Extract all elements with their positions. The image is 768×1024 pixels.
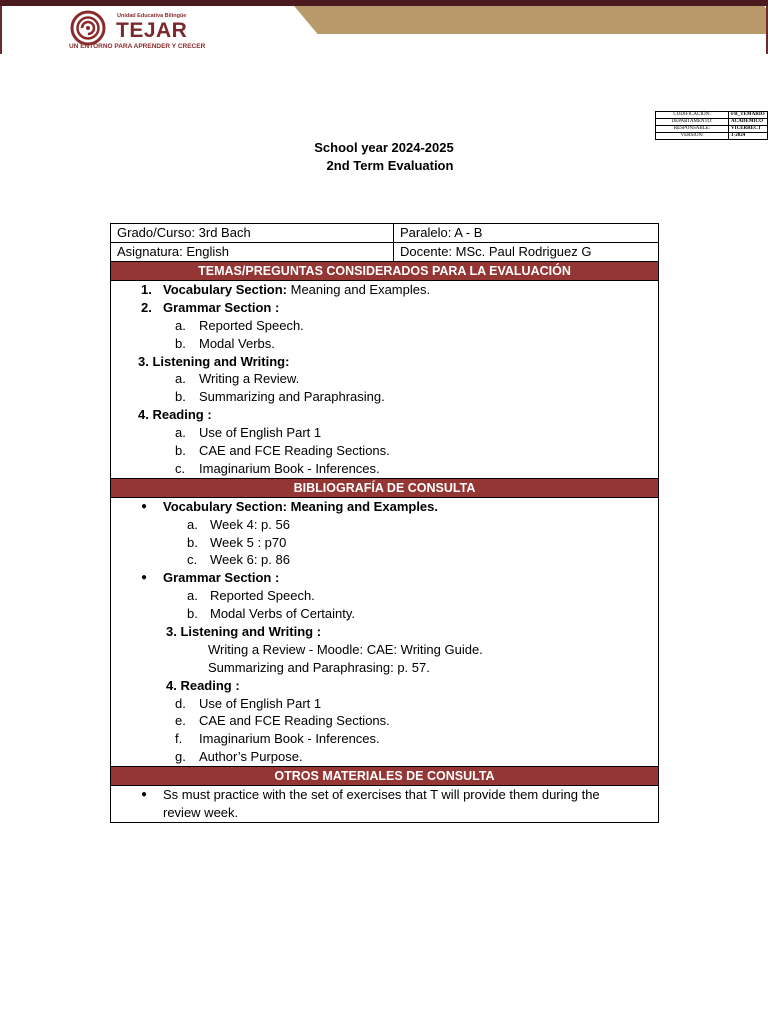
subject-cell: Asignatura: English bbox=[111, 243, 394, 261]
list-item bbox=[111, 460, 658, 478]
list-plain-text: Week 5 : p70 bbox=[210, 534, 287, 550]
teacher-cell: Docente: MSc. Paul Rodriguez G bbox=[400, 244, 592, 259]
list-marker: 1. bbox=[141, 282, 152, 297]
document-code-table bbox=[655, 111, 768, 140]
list-text bbox=[208, 641, 483, 659]
list-plain-text: Summarizing and Paraphrasing. bbox=[199, 389, 385, 405]
list-text bbox=[138, 353, 289, 371]
list-marker: ● bbox=[141, 789, 148, 801]
list-text bbox=[199, 695, 321, 713]
info-row bbox=[111, 243, 658, 262]
list-item bbox=[111, 406, 658, 424]
code-row bbox=[656, 133, 768, 140]
code-value: 1-2024 bbox=[729, 133, 768, 140]
list-item bbox=[111, 786, 658, 804]
list-marker: a. bbox=[187, 588, 198, 604]
list-marker: ● bbox=[141, 572, 148, 584]
code-row bbox=[656, 112, 768, 119]
topics-list bbox=[111, 281, 658, 479]
list-item bbox=[111, 317, 658, 335]
info-row bbox=[111, 224, 658, 243]
list-text bbox=[163, 786, 600, 804]
school-tagline: UN ENTORNO PARA APRENDER Y CRECER bbox=[69, 43, 206, 50]
list-plain-text: Author’s Purpose. bbox=[199, 749, 303, 765]
list-text bbox=[199, 460, 380, 478]
list-plain-text: Writing a Review. bbox=[199, 371, 300, 387]
list-bold-text: 3. Listening and Writing : bbox=[166, 624, 322, 640]
list-item bbox=[111, 534, 658, 552]
list-marker: a. bbox=[175, 371, 186, 387]
topics-header: TEMAS/PREGUNTAS CONSIDERADOS PARA LA EVALUACIÓN bbox=[111, 262, 658, 281]
school-name: TEJAR bbox=[116, 19, 188, 42]
page-header bbox=[0, 0, 768, 54]
list-marker: a. bbox=[175, 425, 186, 441]
list-plain-text: Imaginarium Book - Inferences. bbox=[199, 460, 380, 476]
list-item bbox=[111, 299, 658, 317]
code-value: ACADÉMICO bbox=[729, 119, 768, 126]
list-bold-text: 4. Reading : bbox=[166, 677, 240, 693]
list-text bbox=[199, 730, 380, 748]
list-marker: b. bbox=[175, 389, 186, 405]
code-key: CODIFICACIÓN: bbox=[656, 112, 729, 119]
code-row bbox=[656, 126, 768, 133]
list-marker: c. bbox=[175, 460, 186, 476]
list-text bbox=[199, 317, 304, 335]
list-item bbox=[111, 730, 658, 748]
list-text bbox=[210, 551, 290, 569]
list-plain-text: Imaginarium Book - Inferences. bbox=[199, 731, 380, 747]
list-text bbox=[163, 569, 279, 587]
code-row bbox=[656, 119, 768, 126]
list-item bbox=[111, 587, 658, 605]
list-item bbox=[111, 569, 658, 587]
parallel-cell: Paralelo: A - B bbox=[400, 225, 483, 240]
list-text bbox=[138, 406, 212, 424]
list-marker: a. bbox=[187, 516, 198, 532]
list-item bbox=[111, 424, 658, 442]
list-item bbox=[111, 659, 658, 677]
list-text bbox=[210, 516, 290, 534]
list-plain-text: Week 6: p. 86 bbox=[210, 552, 290, 568]
list-item bbox=[111, 388, 658, 406]
list-item bbox=[111, 353, 658, 371]
list-marker: 2. bbox=[141, 299, 152, 315]
list-bold-text: Vocabulary Section: bbox=[163, 282, 288, 297]
list-bold-text: 3. Listening and Writing: bbox=[138, 353, 290, 369]
term-title: 2nd Term Evaluation bbox=[326, 158, 454, 173]
list-bold-text: 4. Reading : bbox=[138, 407, 212, 423]
list-marker: a. bbox=[175, 317, 186, 333]
list-marker: ● bbox=[141, 500, 148, 512]
list-item bbox=[111, 695, 658, 713]
bibliography-list bbox=[111, 498, 658, 767]
list-marker: d. bbox=[175, 695, 186, 711]
list-text bbox=[208, 659, 430, 677]
code-key: DEPARTAMENTO: bbox=[656, 119, 729, 126]
list-text bbox=[199, 335, 275, 353]
list-text bbox=[210, 587, 315, 605]
list-item bbox=[111, 748, 658, 766]
bibliography-header: BIBLIOGRAFÍA DE CONSULTA bbox=[111, 479, 658, 498]
list-text bbox=[199, 424, 321, 442]
list-marker: b. bbox=[187, 606, 198, 622]
header-left-border bbox=[0, 6, 2, 54]
list-text bbox=[163, 299, 279, 317]
list-item bbox=[111, 623, 658, 641]
list-plain-text: Modal Verbs of Certainty. bbox=[210, 606, 355, 622]
list-text bbox=[210, 534, 286, 552]
school-year-title: School year 2024-2025 bbox=[314, 140, 454, 155]
list-item bbox=[111, 442, 658, 460]
list-text bbox=[199, 748, 303, 766]
list-plain-text: Meaning and Examples. bbox=[287, 282, 431, 297]
list-text bbox=[199, 712, 390, 730]
list-text bbox=[166, 677, 240, 695]
list-plain-text: Summarizing and Paraphrasing: p. 57. bbox=[208, 659, 430, 675]
list-plain-text: Use of English Part 1 bbox=[199, 425, 322, 441]
list-plain-text: review week. bbox=[163, 805, 239, 821]
list-plain-text: CAE and FCE Reading Sections. bbox=[199, 713, 390, 729]
list-item bbox=[111, 551, 658, 569]
list-marker: f. bbox=[175, 731, 183, 747]
list-item bbox=[111, 712, 658, 730]
list-marker: g. bbox=[175, 749, 186, 765]
code-value: FR_TEMARIO bbox=[729, 112, 768, 119]
code-key: VERSIÓN: bbox=[656, 133, 729, 140]
list-marker: b. bbox=[187, 534, 198, 550]
grade-cell: Grado/Curso: 3rd Bach bbox=[111, 224, 394, 242]
list-marker: b. bbox=[175, 335, 186, 351]
list-item bbox=[111, 335, 658, 353]
list-text bbox=[199, 388, 385, 406]
list-text bbox=[210, 605, 355, 623]
list-plain-text: Reported Speech. bbox=[199, 317, 304, 333]
list-bold-text: Grammar Section : bbox=[163, 570, 280, 586]
evaluation-table bbox=[110, 223, 659, 823]
list-text bbox=[199, 370, 299, 388]
list-plain-text: Ss must practice with the set of exercises that T will provide them during the bbox=[163, 787, 600, 803]
list-text bbox=[163, 498, 438, 516]
list-item bbox=[111, 516, 658, 534]
code-value: VICERRECT bbox=[729, 126, 768, 133]
list-item bbox=[111, 605, 658, 623]
list-plain-text: Week 4: p. 56 bbox=[210, 516, 290, 532]
list-item bbox=[111, 677, 658, 695]
list-marker: e. bbox=[175, 713, 186, 729]
other-materials-list bbox=[111, 786, 658, 822]
list-plain-text: Writing a Review - Moodle: CAE: Writing Guide. bbox=[208, 641, 483, 657]
school-subtitle: Unidad Educativa Bilingüe bbox=[117, 13, 187, 19]
code-key: RESPONSABLE: bbox=[656, 126, 729, 133]
list-item bbox=[111, 641, 658, 659]
list-plain-text: Use of English Part 1 bbox=[199, 695, 322, 711]
list-item bbox=[111, 370, 658, 388]
list-marker: b. bbox=[175, 443, 186, 459]
list-bold-text: Grammar Section : bbox=[163, 299, 280, 315]
list-item bbox=[111, 498, 658, 516]
list-bold-text: Vocabulary Section: Meaning and Examples. bbox=[163, 498, 438, 514]
list-text bbox=[163, 281, 430, 299]
list-text bbox=[166, 623, 321, 641]
other-materials-header: OTROS MATERIALES DE CONSULTA bbox=[111, 767, 658, 786]
header-gold-band bbox=[292, 4, 768, 34]
list-item bbox=[111, 804, 658, 822]
school-logo-icon bbox=[70, 10, 106, 46]
list-plain-text: Modal Verbs. bbox=[199, 335, 275, 351]
list-text bbox=[199, 442, 390, 460]
list-plain-text: Reported Speech. bbox=[210, 588, 315, 604]
list-plain-text: CAE and FCE Reading Sections. bbox=[199, 443, 390, 459]
header-top-bar bbox=[0, 0, 768, 6]
list-text bbox=[163, 804, 238, 822]
list-marker: c. bbox=[187, 552, 198, 568]
list-item bbox=[111, 281, 658, 299]
